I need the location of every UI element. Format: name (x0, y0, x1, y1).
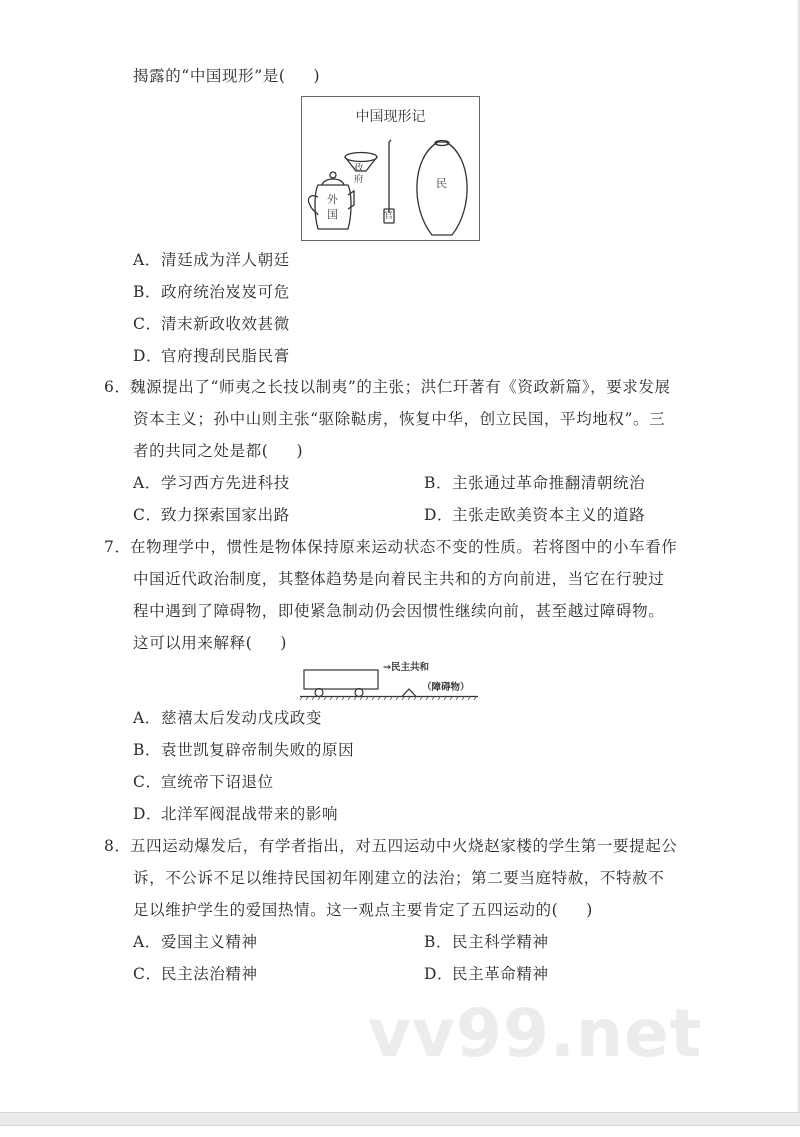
q5-stem-text: 揭露的“中国现形”是( (133, 67, 286, 85)
q5-label-government (354, 163, 364, 185)
question-number: 7． (104, 538, 131, 556)
option-letter: B． (133, 283, 162, 301)
option-text: 政府统治岌岌可危 (161, 283, 290, 301)
option-text: 清廷成为洋人朝廷 (161, 251, 290, 269)
q8-stem-line-2: 诉，不公诉不足以维持民国初年刚建立的法治；第二要当庭特赦，不特赦不 (133, 869, 665, 887)
q8-stem-text-3: 足以维护学生的爱国热情。这一观点主要肯定了五四运动的( (133, 901, 559, 919)
option-letter: A． (133, 933, 161, 951)
q7-option-b[interactable] (133, 740, 354, 760)
q5-paren-close: ) (313, 67, 321, 85)
q6-stem-line-1 (104, 377, 671, 397)
q7-option-d[interactable] (133, 804, 338, 824)
q8-option-d[interactable] (424, 964, 549, 984)
option-letter: B． (424, 933, 453, 951)
page-separator-bar (0, 1112, 800, 1126)
q5-option-c[interactable] (133, 314, 290, 334)
option-letter: B． (424, 474, 453, 492)
q7-stem-line-3: 程中遇到了障碍物，即使紧急制动仍会因惯性继续向前，甚至越过障碍物。 (133, 602, 665, 620)
option-letter: A． (133, 474, 161, 492)
q6-stem-text-1: 魏源提出了“师夷之长技以制夷”的主张；洪仁玕著有《资政新篇》，要求发展 (130, 378, 671, 396)
q5-label-gov-2: 府 (354, 174, 364, 185)
watermark: vv99.net (368, 995, 703, 1072)
option-text: 北洋军阀混战带来的影响 (161, 805, 339, 823)
q7-stem-line-2: 中国近代政治制度，其整体趋势是向着民主共和的方向前进，当它在行驶过 (133, 570, 665, 588)
option-letter: A． (133, 709, 161, 727)
q5-label-foreign-1 (327, 192, 340, 222)
q8-stem-line-3 (133, 900, 593, 920)
q6-option-b[interactable] (424, 473, 645, 493)
q7-stem-text-1: 在物理学中，惯性是物体保持原来运动状态不变的性质。若将图中的小车看作 (130, 538, 678, 556)
option-text: 袁世凯复辟帝制失败的原因 (161, 741, 355, 759)
option-text: 学习西方先进科技 (161, 474, 290, 492)
q6-option-d[interactable] (424, 505, 645, 525)
q8-stem-line-1 (104, 836, 677, 856)
q8-option-a[interactable] (133, 932, 258, 952)
q7-stem-text-4: 这可以用来解释( (133, 634, 253, 652)
q7-arrow-label: →民主共和 (383, 662, 429, 673)
option-letter: C． (133, 506, 162, 524)
q7-stem-line-1 (104, 537, 677, 557)
option-text: 民主革命精神 (452, 965, 549, 983)
q6-paren-close: ) (296, 442, 304, 460)
option-letter: C． (133, 315, 162, 333)
option-text: 官府搜刮民脂民膏 (161, 347, 290, 365)
option-letter: D． (133, 347, 163, 365)
option-text: 清末新政收效甚微 (161, 315, 290, 333)
option-text: 主张走欧美资本主义的道路 (452, 506, 646, 524)
q5-label-foreign: 外国 (327, 193, 338, 221)
q6-stem-line-3 (133, 441, 303, 461)
q7-option-c[interactable] (133, 772, 274, 792)
option-text: 民主科学精神 (452, 933, 549, 951)
option-letter: C． (133, 965, 162, 983)
option-letter: D． (424, 506, 454, 524)
q6-stem-text-3: 者的共同之处是都( (133, 442, 269, 460)
option-letter: C． (133, 773, 162, 791)
option-text: 宣统帝下诏退位 (161, 773, 274, 791)
option-text: 主张通过革命推翻清朝统治 (452, 474, 646, 492)
q5-label-people: 民 (436, 177, 447, 190)
q6-option-c[interactable] (133, 505, 290, 525)
option-text: 致力探索国家出路 (161, 506, 290, 524)
option-letter: D． (424, 965, 454, 983)
q8-stem-text-1: 五四运动爆发后，有学者指出，对五四运动中火烧赵家楼的学生第一要提起公 (130, 837, 678, 855)
option-letter: B． (133, 741, 162, 759)
q7-option-a[interactable] (133, 708, 322, 728)
q5-option-d[interactable] (133, 346, 290, 366)
q8-option-c[interactable] (133, 964, 258, 984)
q7-stem-line-4 (133, 633, 287, 653)
q5-figure-title: 中国现形记 (355, 109, 426, 125)
q5-label-official: 官 (384, 211, 394, 221)
option-text: 慈禧太后发动戊戌政变 (161, 709, 323, 727)
option-letter: D． (133, 805, 163, 823)
q5-option-a[interactable] (133, 250, 290, 270)
q5-option-b[interactable] (133, 282, 290, 302)
q6-stem-line-2: 资本主义；孙中山则主张“驱除鞑虏，恢复中华，创立民国，平均地权”。三 (133, 410, 666, 428)
question-number: 8． (104, 837, 131, 855)
q5-cartoon-figure (301, 96, 480, 241)
q6-option-a[interactable] (133, 473, 290, 493)
q7-paren-close: ) (280, 634, 288, 652)
q8-paren-close: ) (586, 901, 593, 919)
option-text: 爱国主义精神 (161, 933, 258, 951)
q8-option-b[interactable] (424, 932, 549, 952)
q5-label-gov-1: 政 (354, 163, 364, 174)
question-number: 6． (104, 378, 131, 396)
option-letter: A． (133, 251, 161, 269)
q7-obstacle-label: （障碍物） (422, 682, 470, 693)
option-text: 民主法治精神 (161, 965, 258, 983)
q7-inertia-figure (298, 658, 488, 700)
q5-stem-line (133, 66, 320, 86)
